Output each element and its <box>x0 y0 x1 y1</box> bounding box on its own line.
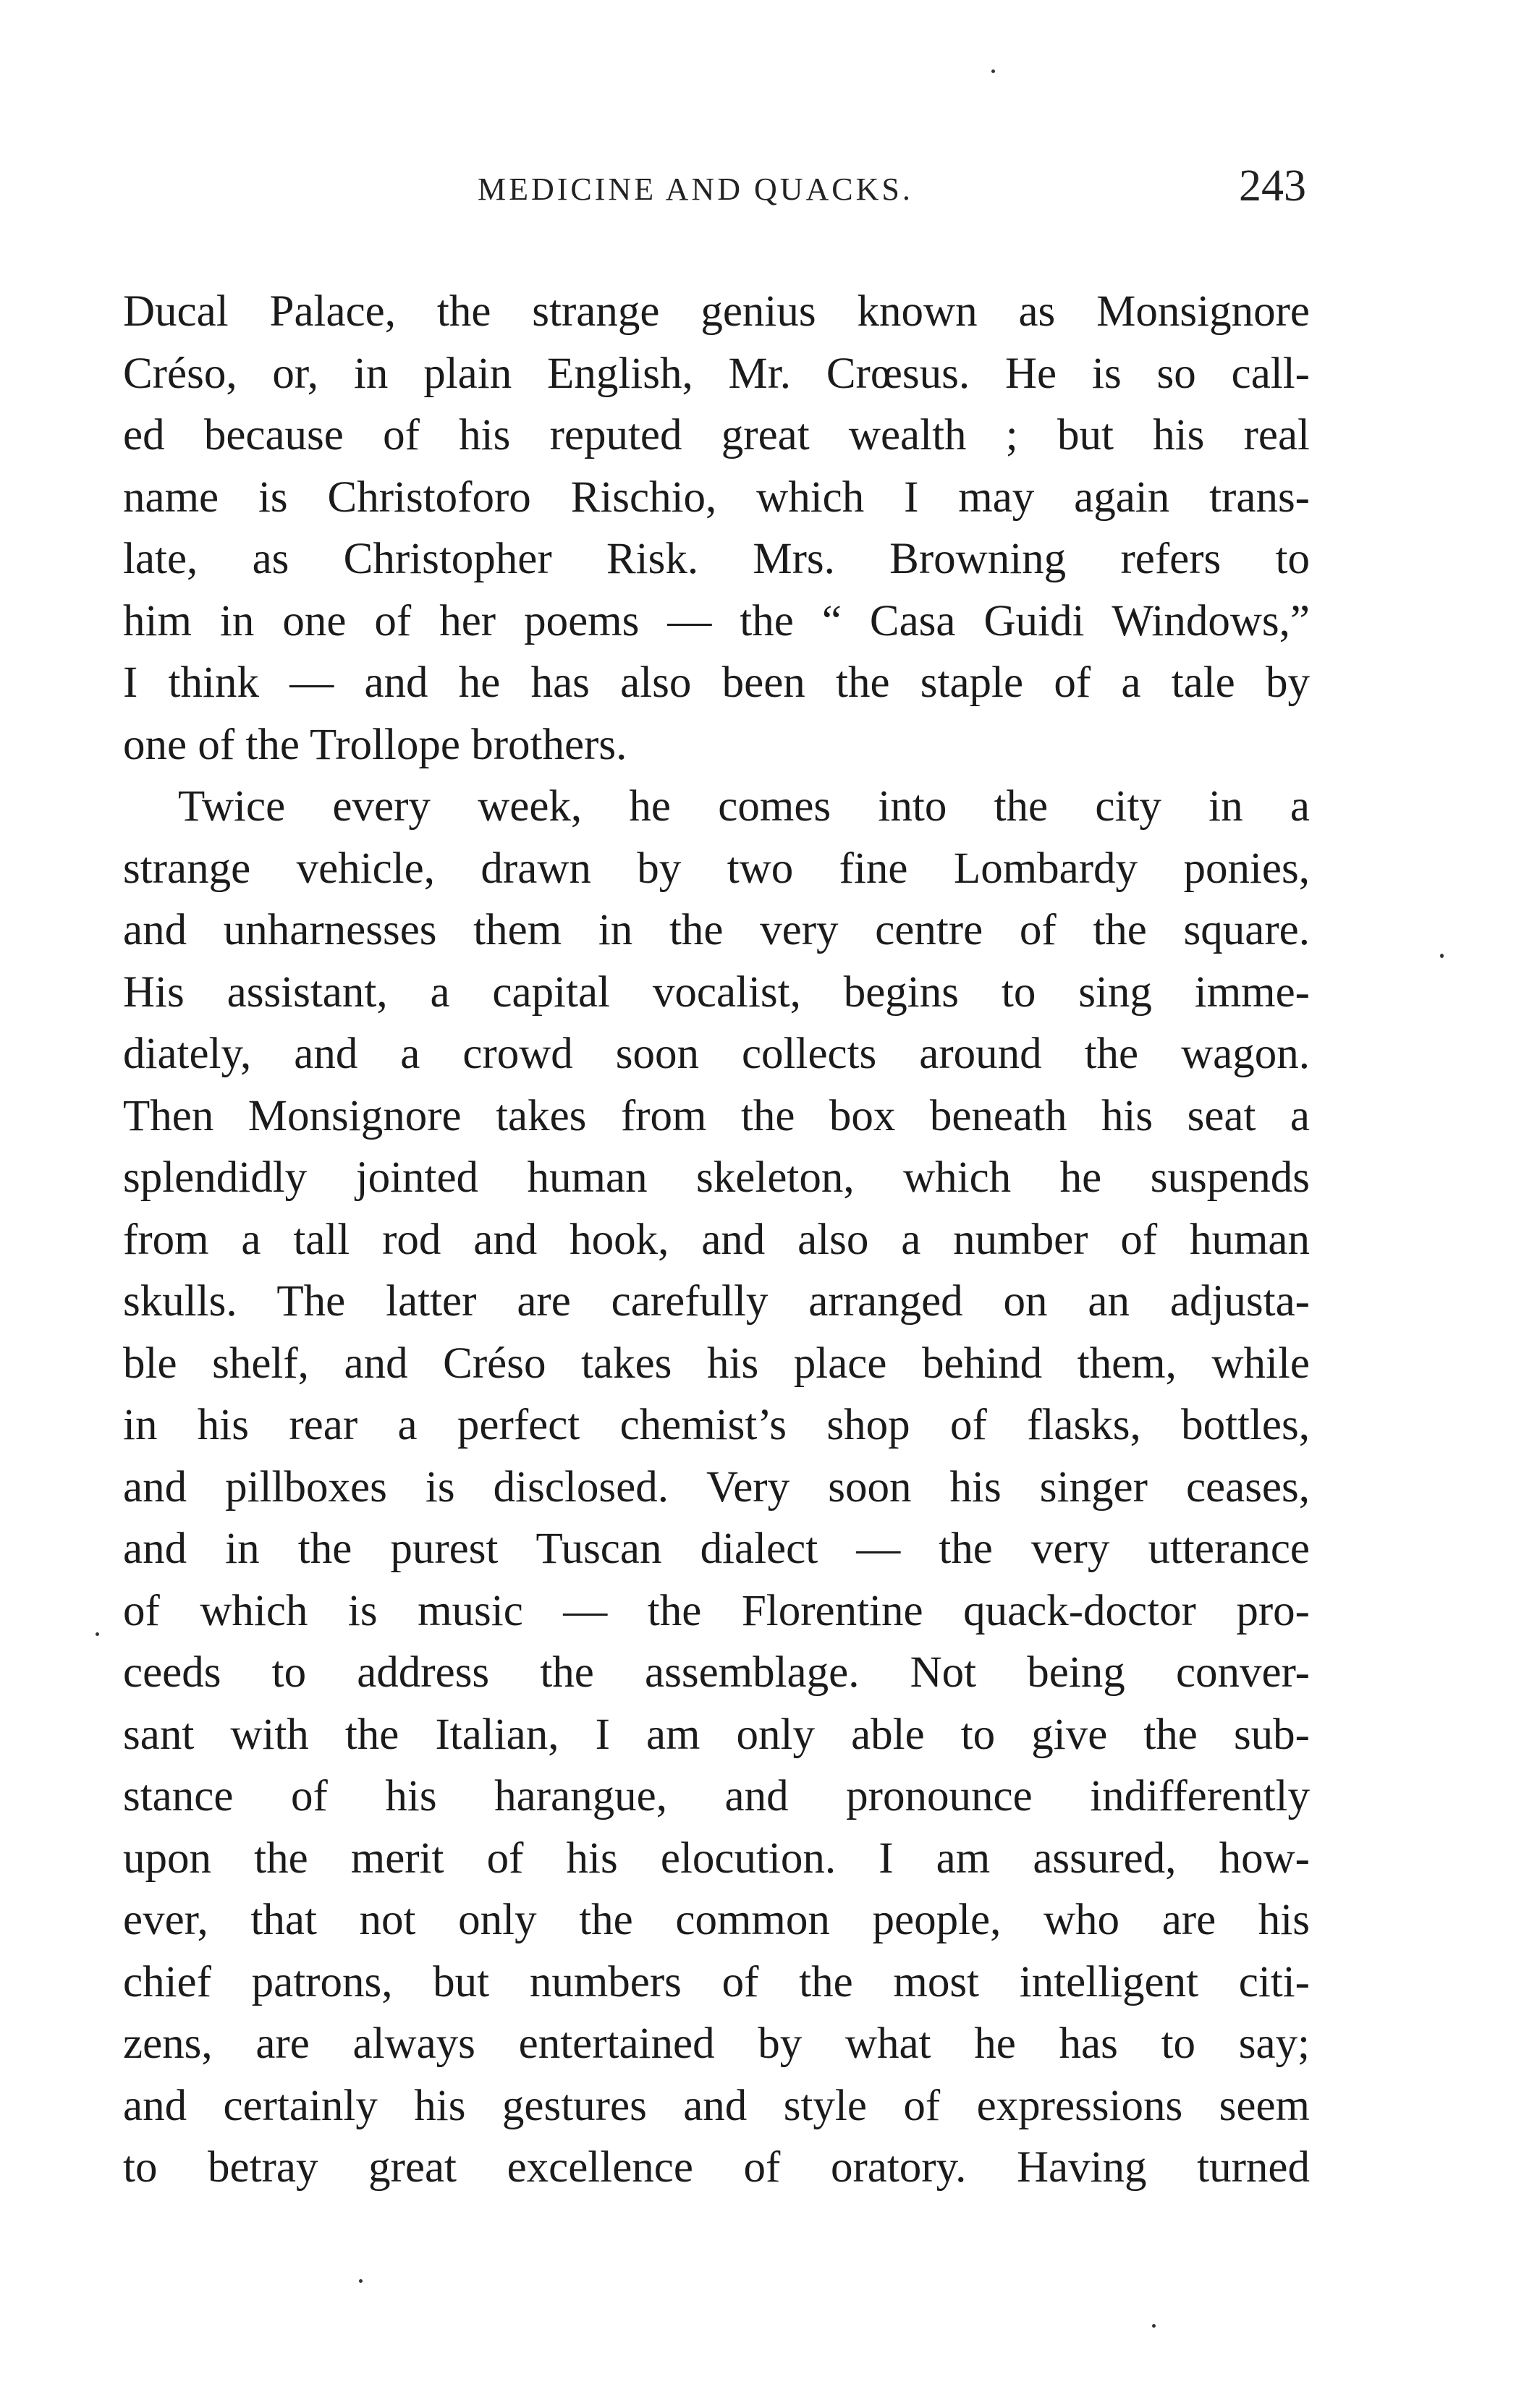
text-line: and unharnesses them in the very centre of the square. <box>123 906 1310 954</box>
text-line: him in one of her poems — the “ Casa Guidi Windows,” <box>123 596 1310 645</box>
text-line: chief patrons, but numbers of the most intelligent citi- <box>123 1957 1310 2006</box>
text-line: late, as Christopher Risk. Mrs. Browning refers to <box>123 535 1310 583</box>
text-line: ble shelf, and Créso takes his place behind them, while <box>123 1339 1310 1388</box>
text-line: name is Christoforo Rischio, which I may again trans- <box>123 472 1310 522</box>
text-line: diately, and a crowd soon collects around the wagon. <box>123 1030 1310 1078</box>
print-speck <box>96 1632 99 1636</box>
print-speck <box>359 2279 363 2283</box>
text-line: from a tall rod and hook, and also a number of human <box>123 1215 1310 1264</box>
page-number: 243 <box>1239 161 1306 211</box>
print-speck <box>991 69 995 73</box>
text-line: ceeds to address the assemblage. Not being conver- <box>123 1648 1310 1697</box>
text-line: I think — and he has also been the staple of a tale by <box>123 658 1310 707</box>
text-line: one of the Trollope brothers. <box>123 720 627 769</box>
paragraph-start-line: Twice every week, he comes into the city in a <box>178 782 1310 831</box>
text-line: to betray great excellence of oratory. Having turned <box>123 2143 1310 2192</box>
text-line: strange vehicle, drawn by two fine Lombardy ponies, <box>123 844 1310 893</box>
text-line: upon the merit of his elocution. I am assured, how- <box>123 1833 1310 1883</box>
text-line: Créso, or, in plain English, Mr. Crœsus. He is so call- <box>123 349 1310 398</box>
text-line: and pillboxes is disclosed. Very soon his singer ceases, <box>123 1462 1310 1512</box>
text-line: His assistant, a capital vocalist, begins to sing imme- <box>123 967 1310 1017</box>
running-head: MEDICINE AND QUACKS. <box>478 171 913 207</box>
text-line: Ducal Palace, the strange genius known as Monsignore <box>123 287 1310 336</box>
body-text <box>123 281 1310 2199</box>
text-line: Then Monsignore takes from the box beneath his seat a <box>123 1091 1310 1140</box>
text-line: splendidly jointed human skeleton, which he suspends <box>123 1153 1310 1202</box>
print-speck <box>1152 2324 1156 2328</box>
text-line: ever, that not only the common people, who are his <box>123 1896 1310 1944</box>
text-line: in his rear a perfect chemist’s shop of flasks, bottles, <box>123 1401 1310 1449</box>
text-line: stance of his harangue, and pronounce indifferently <box>123 1772 1310 1820</box>
text-line: of which is music — the Florentine quack-doctor pro- <box>123 1586 1310 1635</box>
text-line: zens, are always entertained by what he has to say; <box>123 2019 1310 2068</box>
text-line: and in the purest Tuscan dialect — the very utterance <box>123 1525 1310 1573</box>
text-line: sant with the Italian, I am only able to give the sub- <box>123 1710 1310 1759</box>
text-line: ed because of his reputed great wealth ; but his real <box>123 411 1310 459</box>
text-line: skulls. The latter are carefully arranged on an adjusta- <box>123 1277 1310 1326</box>
text-line: and certainly his gestures and style of expressions seem <box>123 2081 1310 2130</box>
print-speck <box>1440 954 1444 958</box>
